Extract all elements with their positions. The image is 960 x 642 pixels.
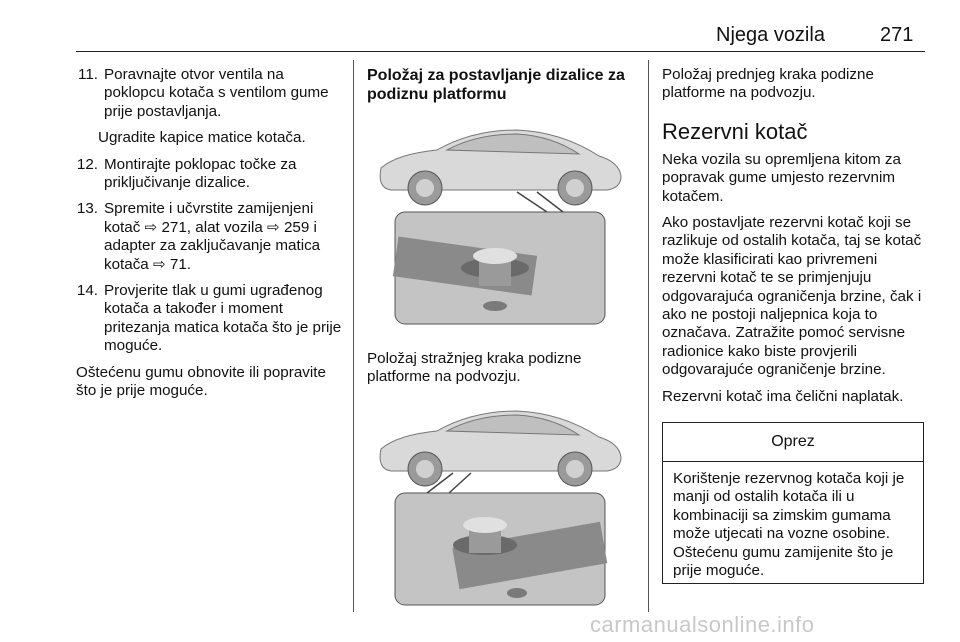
section-heading-spare-wheel: Rezervni kotač <box>662 118 808 144</box>
list-item <box>62 66 344 121</box>
paragraph: Neka vozila su opremljena kitom za popravak gume umjesto rezervnim kotačem. <box>662 150 901 205</box>
page-number: 271 <box>880 24 914 46</box>
figure-caption-rear: Položaj stražnjeg kraka podizne platforme na podvozju. <box>367 350 582 386</box>
list-item-text: Spremite i učvrstite zamijenjeni kotač ⇨ 271, alat vozila ⇨ 259 i adapter za zaključavanje matica kotača ⇨ 71. <box>104 200 321 273</box>
caution-notice-title: Oprez <box>663 423 923 462</box>
figure-caption-front: Položaj prednjeg kraka podizne platforme na podvozju. <box>662 66 874 102</box>
section-heading-lift-points: Položaj za postavljanje dizalice za podiznu platformu <box>367 67 625 103</box>
list-item-text: Montirajte poklopac točke za priključivanje dizalice. <box>104 155 297 192</box>
list-item-number: 14. <box>76 282 98 300</box>
column-left <box>62 66 344 409</box>
watermark: carmanualsonline.info <box>590 612 815 637</box>
list-item-text: Provjerite tlak u gumi ugrađenog kotača a također i moment pritezanja matica kotača što je prije moguće. <box>104 282 342 355</box>
header-rule <box>76 51 925 52</box>
caution-notice-box <box>662 422 924 584</box>
car-lift-point-front-illustration <box>367 116 629 332</box>
list-item-number: 11. <box>78 66 98 83</box>
caution-notice-text: Korištenje rezervnog kotača koji je manji od ostalih kotača ili u kombinaciji sa zimskim gumama može utjecati na vozne osobine. Oštećenu gumu zamijenite što je prije moguće. <box>673 470 905 580</box>
paragraph: Ako postavljate rezervni kotač koji se razlikuje od ostalih kotača, taj se kotač može klasificirati kao privremeni rezervni kotač te se primjenjuju odgovarajuća ograničenja brzine, čak i ako ne postoji naljepnica koja to označava. Zatražite pomoć servisne radionice kako biste provjerili odgovarajuće ograničenje brzine. <box>662 214 922 379</box>
column-divider-right <box>648 60 649 612</box>
page-header-title: Njega vozila <box>716 24 825 46</box>
column-right <box>662 66 930 414</box>
paragraph: Rezervni kotač ima čelični naplatak. <box>662 387 904 405</box>
list-item-number: 13. <box>76 200 98 218</box>
closing-paragraph: Oštećenu gumu obnovite ili popravite što je prije moguće. <box>76 363 326 400</box>
car-lift-point-rear-illustration <box>367 397 629 613</box>
column-divider-left <box>353 60 354 612</box>
list-item <box>62 156 344 193</box>
column-middle <box>367 66 635 613</box>
list-item <box>62 282 344 356</box>
list-item <box>62 200 344 274</box>
list-item-subtext: Ugradite kapice matice kotača. <box>98 129 306 147</box>
list-item-text: Poravnajte otvor ventila na poklopcu kotača s ventilom gume prije postavljanja. <box>104 66 329 120</box>
list-item-number: 12. <box>76 155 98 173</box>
